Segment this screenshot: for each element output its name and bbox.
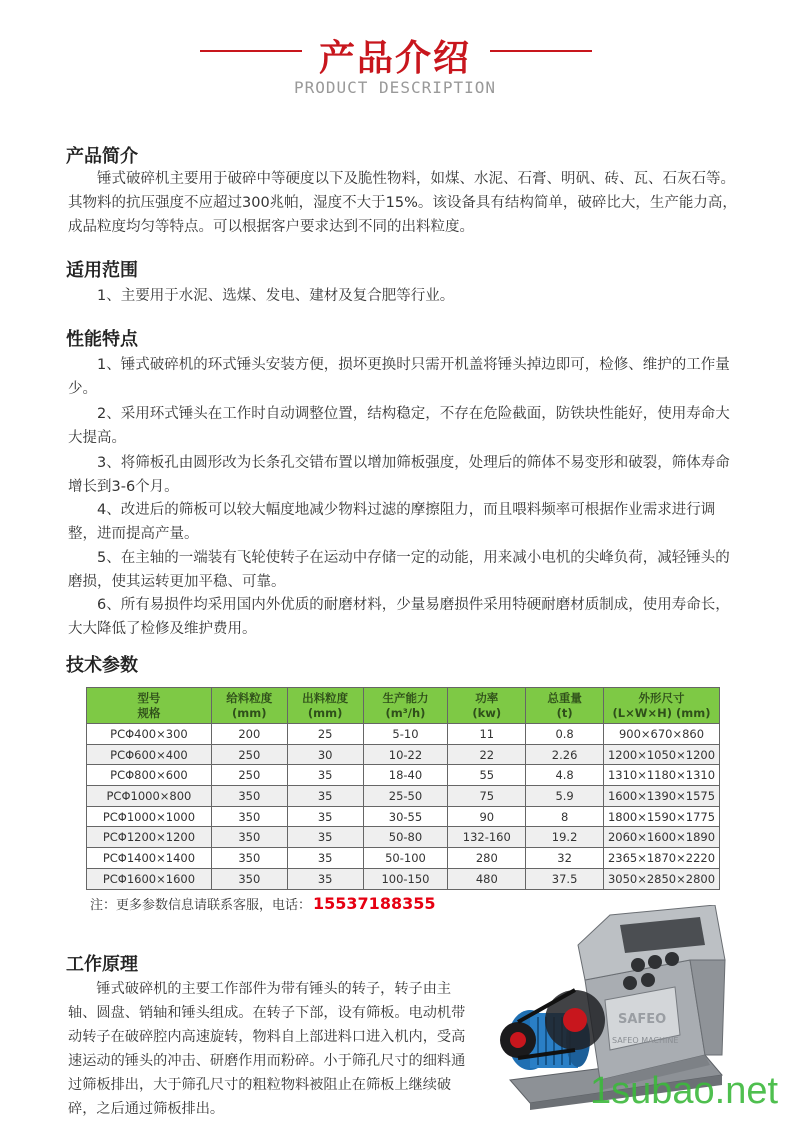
cell-feed-size: 350: [211, 868, 287, 889]
cell-feed-size: 250: [211, 765, 287, 786]
table-row: [87, 806, 720, 827]
cell-weight: 5.9: [526, 786, 604, 807]
cell-model: PCΦ1600×1600: [87, 868, 212, 889]
cell-weight: 37.5: [526, 868, 604, 889]
feature-item-2: 2、采用环式锤头在工作时自动调整位置，结构稳定，不存在危险截面，防铁块性能好，使用寿命大大提高。: [68, 406, 730, 446]
cell-model: PCΦ1000×800: [87, 786, 212, 807]
cell-weight: 19.2: [526, 827, 604, 848]
cell-feed-size: 200: [211, 724, 287, 745]
scope-heading: 适用范围: [66, 260, 138, 281]
table-row: [87, 724, 720, 745]
cell-output-size: 30: [287, 744, 363, 765]
table-row: [87, 827, 720, 848]
intro-heading: 产品简介: [66, 146, 138, 167]
cell-model: PCΦ800×600: [87, 765, 212, 786]
cell-power: 75: [448, 786, 526, 807]
cell-power: 480: [448, 868, 526, 889]
cell-capacity: 25-50: [363, 786, 448, 807]
cell-output-size: 35: [287, 848, 363, 869]
scope-text: 1、主要用于水泥、选煤、发电、建材及复合肥等行业。: [97, 288, 455, 304]
principle-heading: 工作原理: [66, 954, 138, 975]
cell-dimensions: 1800×1590×1775: [604, 806, 720, 827]
feature-item-1: 1、锤式破碎机的环式锤头安装方便，损坏更换时只需开机盖将锤头掉边即可，检修、维护的工作量少。: [68, 357, 730, 397]
col-header-capacity: 生产能力 (m³/h): [363, 688, 448, 724]
cell-dimensions: 1310×1180×1310: [604, 765, 720, 786]
table-row: [87, 848, 720, 869]
cell-weight: 8: [526, 806, 604, 827]
feature-item-4: 4、改进后的筛板可以较大幅度地减少物料过滤的摩擦阻力，而且喂料频率可根据作业需求进行调整，进而提高产量。: [68, 502, 716, 542]
cell-output-size: 35: [287, 786, 363, 807]
cell-model: PCΦ1200×1200: [87, 827, 212, 848]
col-header-model: 型号 规格: [87, 688, 212, 724]
feature-item-6: 6、所有易损件均采用国内外优质的耐磨材料，少量易磨损件采用特硬耐磨材质制成，使用寿命长，大大降低了检修及维护费用。: [68, 597, 730, 637]
cell-power: 132-160: [448, 827, 526, 848]
col-header-power: 功率 (kw): [448, 688, 526, 724]
cell-feed-size: 250: [211, 744, 287, 765]
cell-power: 280: [448, 848, 526, 869]
contact-phone: 15537188355: [313, 894, 436, 913]
cell-capacity: 10-22: [363, 744, 448, 765]
cell-model: PCΦ600×400: [87, 744, 212, 765]
cell-capacity: 100-150: [363, 868, 448, 889]
cell-dimensions: 900×670×860: [604, 724, 720, 745]
col-header-weight: 总重量 (t): [526, 688, 604, 724]
cell-dimensions: 1600×1390×1575: [604, 786, 720, 807]
machine-brand-cn: SAFEO: [618, 1012, 667, 1027]
table-row: [87, 868, 720, 889]
cell-model: PCΦ1400×1400: [87, 848, 212, 869]
cell-feed-size: 350: [211, 786, 287, 807]
spec-table: [86, 687, 720, 890]
site-watermark: 1subao.net: [590, 1070, 779, 1112]
specs-heading: 技术参数: [66, 655, 138, 676]
cell-weight: 4.8: [526, 765, 604, 786]
header-right-rule: [490, 50, 592, 52]
col-header-output-size: 出料粒度 (mm): [287, 688, 363, 724]
feature-item-5: 5、在主轴的一端装有飞轮使转子在运动中存储一定的动能，用来减小电机的尖峰负荷，减轻锤头的磨损，使其运转更加平稳、可靠。: [68, 550, 730, 590]
cell-capacity: 30-55: [363, 806, 448, 827]
cell-model: PCΦ1000×1000: [87, 806, 212, 827]
table-row: [87, 786, 720, 807]
cell-power: 90: [448, 806, 526, 827]
features-heading: 性能特点: [66, 329, 138, 350]
contact-note: [90, 894, 435, 913]
cell-output-size: 35: [287, 765, 363, 786]
page-title: 产品介绍: [318, 38, 471, 79]
cell-capacity: 50-100: [363, 848, 448, 869]
cell-dimensions: 2365×1870×2220: [604, 848, 720, 869]
cell-power: 11: [448, 724, 526, 745]
cell-model: PCΦ400×300: [87, 724, 212, 745]
cell-capacity: 50-80: [363, 827, 448, 848]
cell-output-size: 25: [287, 724, 363, 745]
cell-feed-size: 350: [211, 848, 287, 869]
cell-feed-size: 350: [211, 806, 287, 827]
cell-dimensions: 3050×2850×2800: [604, 868, 720, 889]
cell-dimensions: 1200×1050×1200: [604, 744, 720, 765]
feature-item-3: 3、将筛板孔由圆形改为长条孔交错布置以增加筛板强度，处理后的筛体不易变形和破裂，筛体寿命增长到3-6个月。: [68, 455, 730, 495]
intro-text: 锤式破碎机主要用于破碎中等硬度以下及脆性物料，如煤、水泥、石膏、明矾、砖、瓦、石灰石等。其物料的抗压强度不应超过300兆帕，湿度不大于15%。该设备具有结构简单，破碎比大，生产能力高，成品粒度均匀等特点。可以根据客户要求达到不同的出料粒度。: [68, 171, 737, 235]
table-row: [87, 765, 720, 786]
cell-output-size: 35: [287, 806, 363, 827]
cell-dimensions: 2060×1600×1890: [604, 827, 720, 848]
cell-power: 55: [448, 765, 526, 786]
cell-power: 22: [448, 744, 526, 765]
cell-weight: 32: [526, 848, 604, 869]
col-header-feed-size: 给料粒度 (mm): [211, 688, 287, 724]
cell-output-size: 35: [287, 868, 363, 889]
page-subtitle: PRODUCT DESCRIPTION: [293, 78, 497, 97]
cell-capacity: 5-10: [363, 724, 448, 745]
machine-brand-en: SAFEO MACHINE: [612, 1036, 679, 1045]
col-header-dimensions: 外形尺寸 (L×W×H) (mm): [604, 688, 720, 724]
table-row: [87, 744, 720, 765]
cell-capacity: 18-40: [363, 765, 448, 786]
page-header: [0, 28, 790, 108]
cell-weight: 2.26: [526, 744, 604, 765]
contact-note-text: 注：更多参数信息请联系客服，电话：: [90, 898, 312, 913]
principle-text: 锤式破碎机的主要工作部件为带有锤头的转子，转子由主轴、圆盘、销轴和锤头组成。在转子下部，设有筛板。电动机带动转子在破碎腔内高速旋转，物料自上部进料口进入机内，受高速运动的锤头的冲击、研磨作用而粉碎。小于筛孔尺寸的细料通过筛板排出，大于筛孔尺寸的粗粒物料被阻止在筛板上继续破碎，之后通过筛板排出。: [68, 981, 466, 1117]
spec-table-header-row: [87, 688, 720, 724]
cell-weight: 0.8: [526, 724, 604, 745]
cell-feed-size: 350: [211, 827, 287, 848]
cell-output-size: 35: [287, 827, 363, 848]
